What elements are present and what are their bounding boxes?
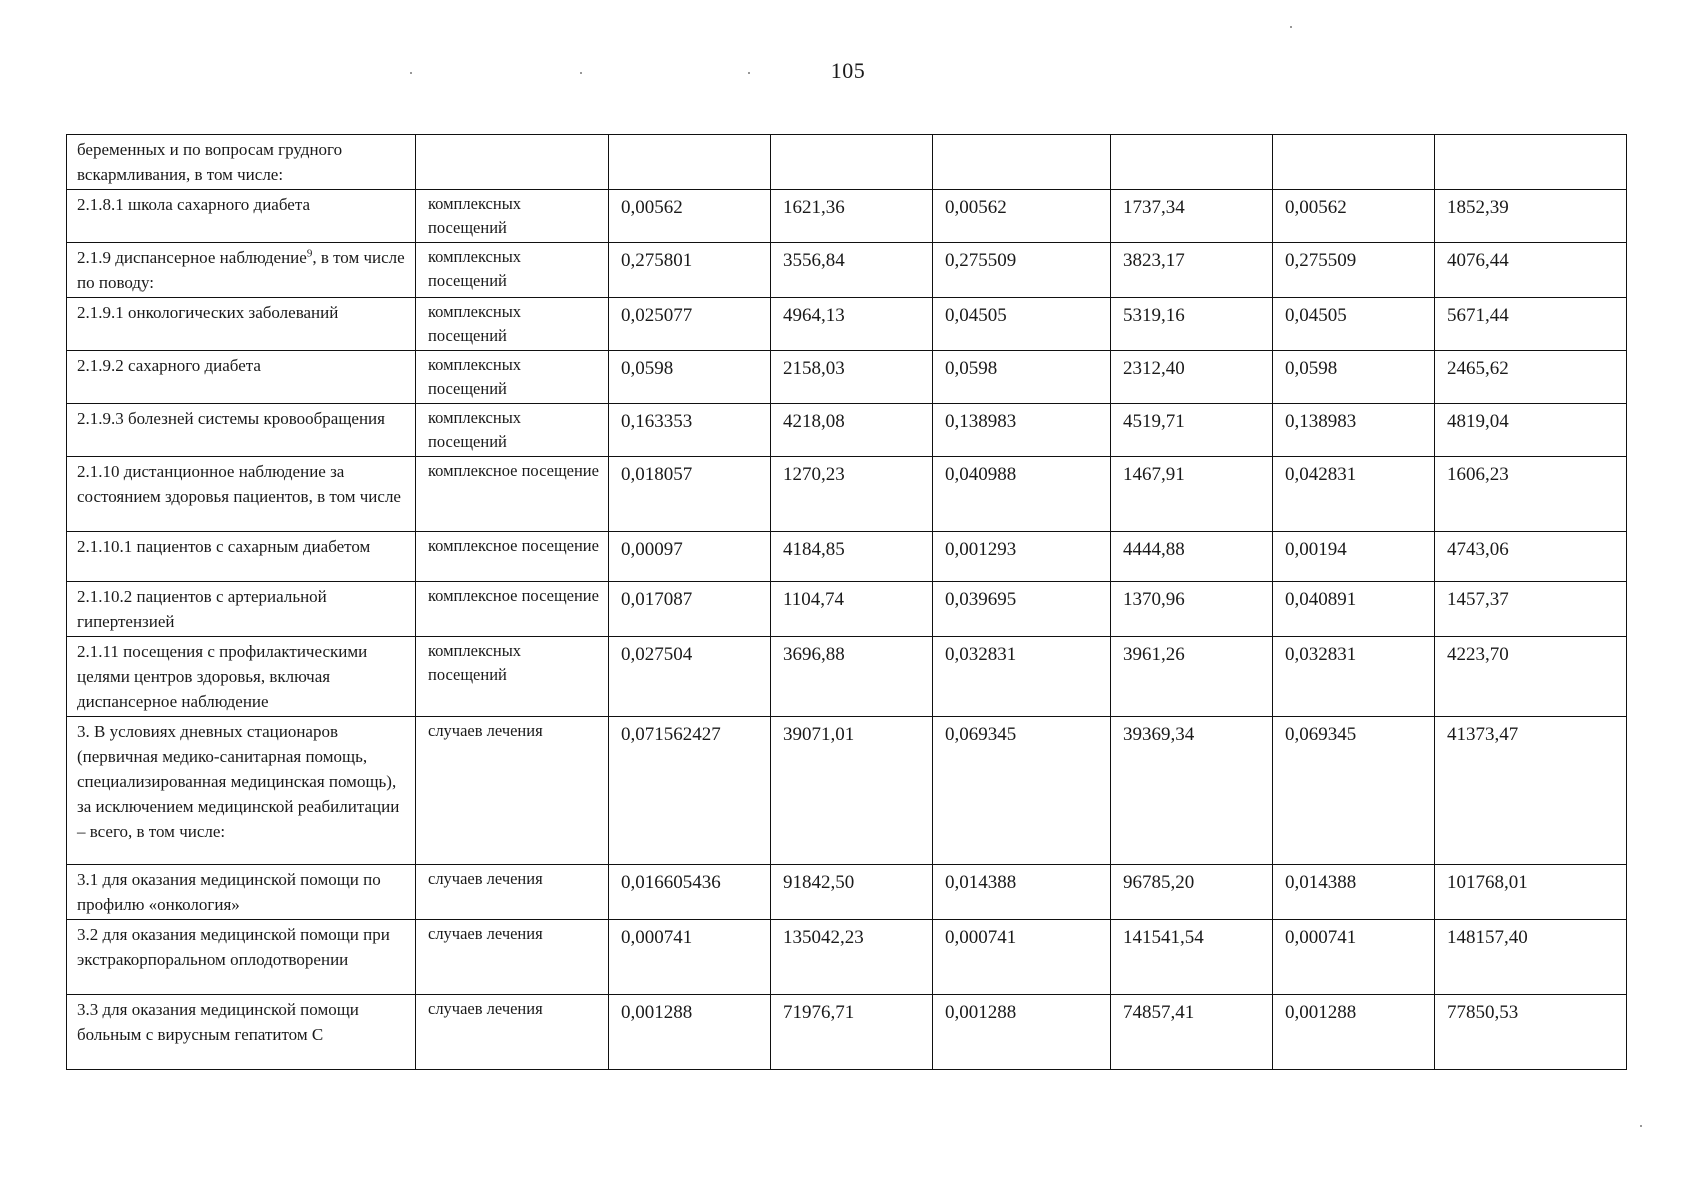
cell-value: 2312,40	[1111, 351, 1273, 404]
cell-value: 0,014388	[933, 865, 1111, 920]
cell-value: 0,275801	[609, 243, 771, 298]
row-unit: комплексных посещений	[416, 351, 609, 404]
cell-value: 0,025077	[609, 298, 771, 351]
row-name: 3.2 для оказания медицинской помощи при экстракорпоральном оплодотворении	[67, 920, 416, 995]
cell-value: 0,00194	[1273, 532, 1435, 582]
cell-value: 101768,01	[1435, 865, 1627, 920]
cell-value: 1606,23	[1435, 457, 1627, 532]
cell-value: 2465,62	[1435, 351, 1627, 404]
table-row	[67, 135, 1627, 190]
row-name: 2.1.9.1 онкологических заболеваний	[67, 298, 416, 351]
cell-value: 0,071562427	[609, 717, 771, 865]
cell-value: 71976,71	[771, 995, 933, 1070]
row-unit: комплексных посещений	[416, 243, 609, 298]
scan-speck	[410, 72, 412, 74]
row-unit: комплексных посещений	[416, 298, 609, 351]
cell-value: 1852,39	[1435, 190, 1627, 243]
cell-value: 96785,20	[1111, 865, 1273, 920]
cell-value: 0,027504	[609, 637, 771, 717]
cell-value: 0,001293	[933, 532, 1111, 582]
row-name: 2.1.11 посещения с профилактическими целями центров здоровья, включая диспансерное наблюдение	[67, 637, 416, 717]
cell-value: 0,0598	[609, 351, 771, 404]
table-row	[67, 637, 1627, 717]
cell-value: 4184,85	[771, 532, 933, 582]
cell-value: 0,00562	[933, 190, 1111, 243]
cell-value: 4076,44	[1435, 243, 1627, 298]
row-unit	[416, 135, 609, 190]
cell-value: 0,040891	[1273, 582, 1435, 637]
row-name: беременных и по вопросам грудного вскармливания, в том числе:	[67, 135, 416, 190]
table-row	[67, 351, 1627, 404]
cell-value: 0,018057	[609, 457, 771, 532]
cell-value: 1270,23	[771, 457, 933, 532]
row-name: 3.1 для оказания медицинской помощи по профилю «онкология»	[67, 865, 416, 920]
row-name	[67, 243, 416, 298]
row-name: 2.1.9.2 сахарного диабета	[67, 351, 416, 404]
cell-value: 4218,08	[771, 404, 933, 457]
cell-value: 0,04505	[933, 298, 1111, 351]
tariff-table	[66, 134, 1627, 1070]
table-row	[67, 404, 1627, 457]
row-unit: комплексное посещение	[416, 582, 609, 637]
cell-value: 0,032831	[933, 637, 1111, 717]
cell-value	[1273, 135, 1435, 190]
cell-value: 0,00097	[609, 532, 771, 582]
cell-value: 4743,06	[1435, 532, 1627, 582]
table-row	[67, 865, 1627, 920]
cell-value: 0,0598	[933, 351, 1111, 404]
row-unit: случаев лечения	[416, 865, 609, 920]
row-unit: случаев лечения	[416, 995, 609, 1070]
cell-value: 0,040988	[933, 457, 1111, 532]
cell-value: 4964,13	[771, 298, 933, 351]
cell-value	[1111, 135, 1273, 190]
cell-value: 0,016605436	[609, 865, 771, 920]
cell-value: 0,042831	[1273, 457, 1435, 532]
cell-value: 1457,37	[1435, 582, 1627, 637]
page-number: 105	[830, 58, 866, 83]
row-name-tail: , в том числе по поводу:	[77, 248, 405, 292]
cell-value: 0,138983	[1273, 404, 1435, 457]
cell-value: 0,001288	[609, 995, 771, 1070]
cell-value: 148157,40	[1435, 920, 1627, 995]
cell-value: 1104,74	[771, 582, 933, 637]
cell-value: 1737,34	[1111, 190, 1273, 243]
cell-value: 0,0598	[1273, 351, 1435, 404]
cell-value: 141541,54	[1111, 920, 1273, 995]
cell-value: 4519,71	[1111, 404, 1273, 457]
row-name: 2.1.10 дистанционное наблюдение за состоянием здоровья пациентов, в том числе	[67, 457, 416, 532]
row-name: 2.1.8.1 школа сахарного диабета	[67, 190, 416, 243]
scan-speck	[1290, 26, 1292, 28]
row-unit: случаев лечения	[416, 717, 609, 865]
cell-value: 5671,44	[1435, 298, 1627, 351]
cell-value: 0,275509	[933, 243, 1111, 298]
cell-value	[933, 135, 1111, 190]
scan-speck	[1640, 1125, 1642, 1127]
cell-value: 4819,04	[1435, 404, 1627, 457]
cell-value: 0,138983	[933, 404, 1111, 457]
cell-value	[771, 135, 933, 190]
cell-value: 0,000741	[609, 920, 771, 995]
cell-value: 0,04505	[1273, 298, 1435, 351]
row-unit: комплексных посещений	[416, 190, 609, 243]
cell-value: 74857,41	[1111, 995, 1273, 1070]
table-row	[67, 532, 1627, 582]
cell-value	[1435, 135, 1627, 190]
cell-value: 2158,03	[771, 351, 933, 404]
row-name: 2.1.10.1 пациентов с сахарным диабетом	[67, 532, 416, 582]
cell-value: 0,017087	[609, 582, 771, 637]
table-row	[67, 995, 1627, 1070]
cell-value: 3696,88	[771, 637, 933, 717]
cell-value: 3556,84	[771, 243, 933, 298]
row-unit: комплексное посещение	[416, 457, 609, 532]
cell-value: 0,032831	[1273, 637, 1435, 717]
cell-value	[609, 135, 771, 190]
cell-value: 39071,01	[771, 717, 933, 865]
row-unit: комплексных посещений	[416, 404, 609, 457]
cell-value: 0,000741	[1273, 920, 1435, 995]
cell-value: 135042,23	[771, 920, 933, 995]
row-name: 3.3 для оказания медицинской помощи больным с вирусным гепатитом С	[67, 995, 416, 1070]
row-unit: комплексное посещение	[416, 532, 609, 582]
cell-value: 0,001288	[1273, 995, 1435, 1070]
cell-value: 0,00562	[609, 190, 771, 243]
cell-value: 41373,47	[1435, 717, 1627, 865]
cell-value: 0,000741	[933, 920, 1111, 995]
cell-value: 39369,34	[1111, 717, 1273, 865]
row-unit: случаев лечения	[416, 920, 609, 995]
cell-value: 3961,26	[1111, 637, 1273, 717]
table-row	[67, 190, 1627, 243]
scan-speck	[748, 72, 750, 74]
cell-value: 0,069345	[933, 717, 1111, 865]
cell-value: 1621,36	[771, 190, 933, 243]
cell-value: 0,163353	[609, 404, 771, 457]
cell-value: 1467,91	[1111, 457, 1273, 532]
cell-value: 0,014388	[1273, 865, 1435, 920]
cell-value: 3823,17	[1111, 243, 1273, 298]
row-name: 3. В условиях дневных стационаров (первичная медико-санитарная помощь, специализированная медицинская помощь), за исключением медицинской реабилитации – всего, в том числе:	[67, 717, 416, 865]
cell-value: 0,00562	[1273, 190, 1435, 243]
cell-value: 0,275509	[1273, 243, 1435, 298]
row-name: 2.1.9.3 болезней системы кровообращения	[67, 404, 416, 457]
table-row	[67, 920, 1627, 995]
cell-value: 5319,16	[1111, 298, 1273, 351]
cell-value: 0,039695	[933, 582, 1111, 637]
row-unit: комплексных посещений	[416, 637, 609, 717]
table-row	[67, 243, 1627, 298]
row-name-text: 2.1.9 диспансерное наблюдение	[77, 248, 307, 267]
cell-value: 0,069345	[1273, 717, 1435, 865]
row-name: 2.1.10.2 пациентов с артериальной гипертензией	[67, 582, 416, 637]
cell-value: 1370,96	[1111, 582, 1273, 637]
footnote-marker: 9	[306, 247, 313, 260]
cell-value: 91842,50	[771, 865, 933, 920]
table-row	[67, 717, 1627, 865]
table-row	[67, 457, 1627, 532]
cell-value: 4444,88	[1111, 532, 1273, 582]
cell-value: 4223,70	[1435, 637, 1627, 717]
scan-speck	[580, 72, 582, 74]
table-row	[67, 582, 1627, 637]
cell-value: 77850,53	[1435, 995, 1627, 1070]
table-row	[67, 298, 1627, 351]
cell-value: 0,001288	[933, 995, 1111, 1070]
